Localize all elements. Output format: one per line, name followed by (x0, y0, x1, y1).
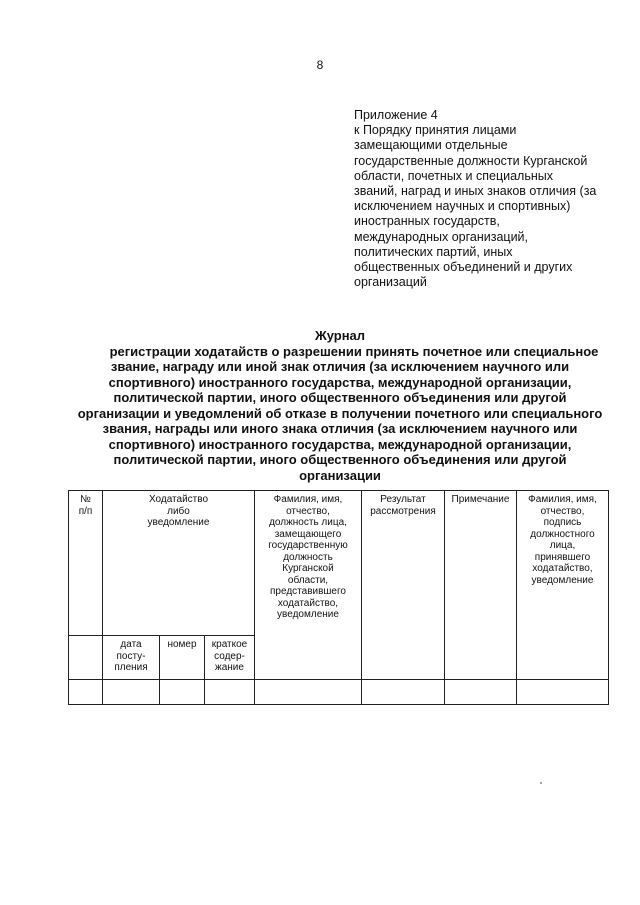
appendix-line: международных организаций, (354, 229, 529, 244)
title-line: спортивного) иностранного государства, международной организации, (108, 436, 572, 452)
scan-speck (540, 782, 542, 784)
title-line: организации и уведомлений об отказе в получении почетного или специального (77, 405, 603, 421)
header-result: Результат рассмотрения (362, 491, 445, 680)
subheader-doc-number: номер (160, 636, 205, 680)
appendix-line: области, почетных и специальных (354, 168, 553, 183)
header-submitter: Фамилия, имя, отчество, должность лица, замещающего государственную должность Курганской области, представившего ходатайство, уведомление (255, 491, 362, 680)
appendix-line: званий, наград и иных знаков отличия (за (354, 184, 597, 199)
appendix-line: к Порядку принятия лицами (354, 123, 517, 138)
appendix-line: Приложение 4 (354, 108, 438, 122)
table-cell (69, 680, 103, 705)
appendix-line: исключением научных и спортивных) (354, 199, 571, 214)
journal-table (68, 490, 609, 705)
header-number: № п/п (69, 491, 103, 636)
table-row (69, 680, 609, 705)
title-line: организации (299, 467, 381, 483)
journal-title (60, 328, 620, 483)
subheader-date: дата посту- пления (103, 636, 160, 680)
appendix-line: общественных объединений и других (354, 260, 573, 275)
header-petition: Ходатайство либо уведомление (103, 491, 255, 636)
appendix-line: государственные должности Курганской (354, 153, 588, 168)
page-number: 8 (316, 58, 324, 72)
header-note: Примечание (445, 491, 517, 680)
appendix-block (354, 108, 614, 290)
appendix-line: политических партий, иных (354, 244, 513, 259)
title-line: звания, награды или иного знака отличия (за исключением научного или (102, 421, 578, 436)
table-cell (205, 680, 255, 705)
title-line: политической партии, иного общественного объединения или другой (113, 390, 567, 405)
table-cell (255, 680, 362, 705)
table-cell (445, 680, 517, 705)
appendix-line: замещающими отдельные (354, 138, 508, 153)
title-heading: Журнал (314, 328, 366, 343)
title-line: регистрации ходатайств о разрешении принять почетное или специальное (109, 343, 599, 359)
table-cell (103, 680, 160, 705)
table-cell (160, 680, 205, 705)
header-receiver: Фамилия, имя, отчество, подпись должностного лица, принявшего ходатайство, уведомление (517, 491, 609, 680)
table-cell (517, 680, 609, 705)
table-cell (362, 680, 445, 705)
table-header-row (69, 491, 609, 636)
subheader-blank (69, 636, 103, 680)
appendix-line: иностранных государств, (354, 214, 500, 229)
subheader-summary: краткое содер- жание (205, 636, 255, 680)
title-line: спортивного) иностранного государства, международной организации, (108, 374, 572, 390)
title-line: звание, награду или иной знак отличия (за исключением научного или (110, 359, 570, 374)
appendix-line: организаций (354, 275, 427, 290)
title-line: политической партии, иного общественного объединения или другой (113, 452, 567, 467)
